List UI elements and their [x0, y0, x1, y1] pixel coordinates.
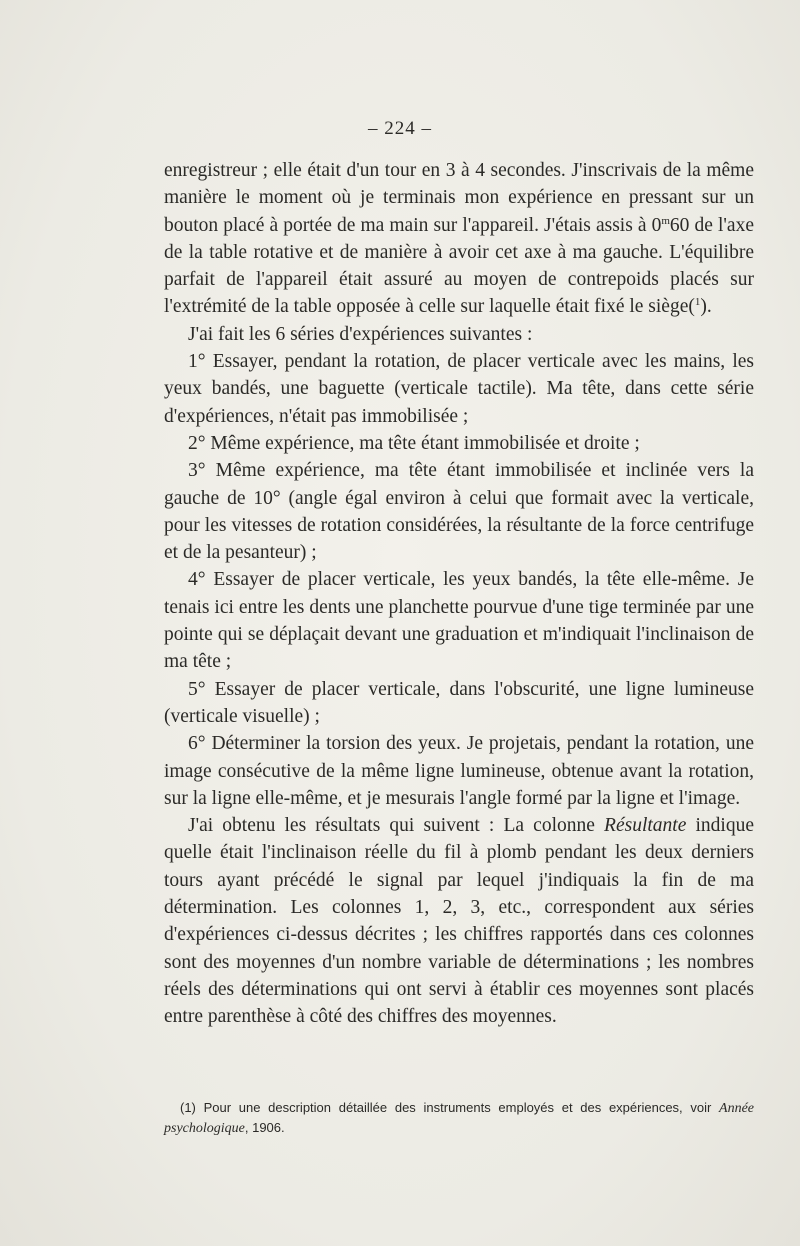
text-run: 60 de l'axe de la table rotative et de manière à avoir cet axe à ma gauche. L'équilibre parfait de l'appareil était assuré au moyen de contrepoids placés sur l'extrémité de la table opposée à celle sur laquelle était fixé le siège( [164, 214, 754, 318]
body-text [164, 157, 754, 1031]
superscript: 1 [694, 296, 701, 309]
paragraph-p2 [164, 321, 754, 348]
text-run: J'ai obtenu les résultats qui suivent : La colonne [188, 815, 605, 837]
text-run: 4° Essayer de placer verticale, les yeux bandés, la tête elle-même. Je tenais ici entre les dents une planchette pourvue d'une tige terminée par une pointe qui se déplaçait devant une graduation et m'indiquait l'inclinaison de ma tête ; [164, 569, 754, 673]
text-run: 2° Même expérience, ma tête étant immobilisée et droite ; [188, 432, 640, 454]
text-run: 3° Même expérience, ma tête étant immobilisée et inclinée vers la gauche de 10° (angle égal environ à celui que formait avec la verticale, pour les vitesses de rotation considérées, la résultante de la force centrifuge et de la pesanteur) ; [164, 460, 754, 564]
paragraph-p3 [164, 348, 754, 430]
text-run: (1) Pour une description détaillée des instruments employés et des expériences, voir [180, 1100, 720, 1115]
paragraph-p1 [164, 157, 754, 321]
paragraph-p8 [164, 730, 754, 812]
text-run: 6° Déterminer la torsion des yeux. Je projetais, pendant la rotation, une image consécutive de la même ligne lumineuse, obtenue avant la rotation, sur la ligne elle-même, et je mesurais l'angle formé par la ligne et l'image. [164, 733, 754, 809]
paragraph-p4 [164, 430, 754, 457]
text-run: ). [700, 296, 712, 318]
page-number: – 224 – [368, 118, 432, 139]
superscript: m [661, 214, 670, 227]
paragraph-p9 [164, 812, 754, 1030]
italic-text: Résultante [604, 815, 687, 837]
text-run: 5° Essayer de placer verticale, dans l'obscurité, une ligne lumineuse (verticale visuelle) ; [164, 678, 754, 727]
text-run: indique quelle était l'inclinaison réelle du fil à plomb pendant les deux derniers tours ayant précédé le signal par lequel j'indiquais la fin de ma détermination. Les colonnes 1, 2, 3, etc., correspondent aux séries d'expériences ci-dessus décrites ; les chiffres rapportés dans ces colonnes sont des moyennes d'un nombre variable de déterminations ; les nombres réels des déterminations qui ont servi à établir ces moyennes sont placés entre parenthèse à côté des chiffres des moyennes. [164, 815, 754, 1028]
text-run: J'ai fait les 6 séries d'expériences suivantes : [188, 323, 533, 345]
paragraph-p7 [164, 676, 754, 731]
footnote-fn1 [164, 1098, 754, 1138]
text-run: 1° Essayer, pendant la rotation, de placer verticale avec les mains, les yeux bandés, une baguette (verticale tactile). Ma tête, dans cette série d'expériences, n'était pas immobilisée ; [164, 351, 754, 427]
paragraph-p5 [164, 457, 754, 566]
footnotes [164, 1098, 754, 1138]
text-run: enregistreur ; elle était d'un tour en 3 à 4 secondes. J'inscrivais de la même manière le moment où je terminais mon expérience en pressant sur un bouton placé à portée de ma main sur l'appareil. J'étais assis à 0 [164, 160, 754, 236]
paragraph-p6 [164, 566, 754, 675]
text-run: , 1906. [244, 1120, 285, 1135]
italic-text: Année psychologique [164, 1101, 754, 1136]
